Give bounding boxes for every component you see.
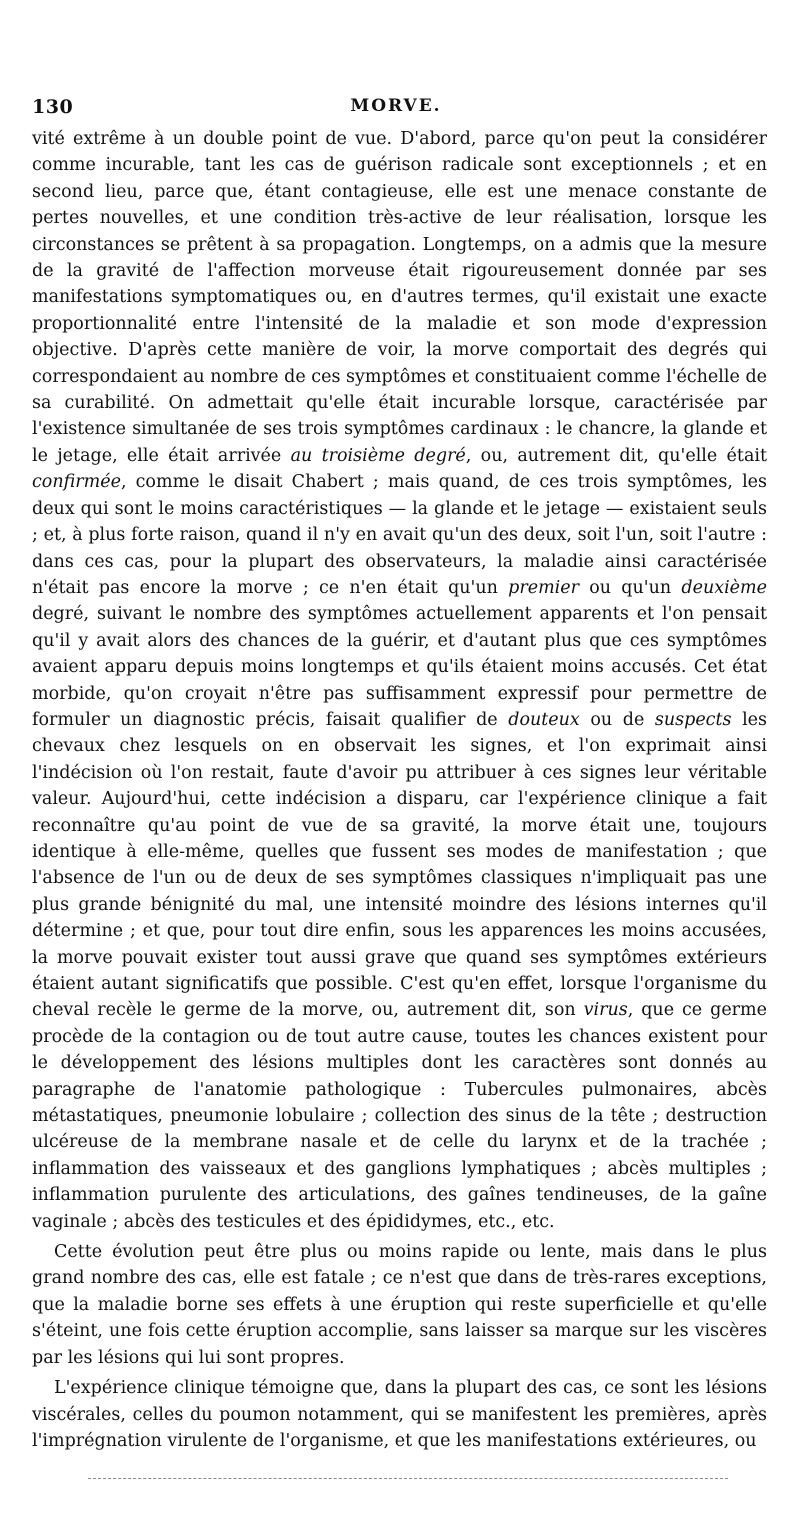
italic-text: virus — [583, 1000, 628, 1021]
text-run: ou qu'un — [579, 577, 682, 598]
page-header — [32, 96, 760, 126]
italic-text: confirmée — [32, 472, 121, 493]
paragraph-3 — [32, 1375, 767, 1454]
text-run: ou de — [579, 709, 655, 730]
running-title: MORVE. — [350, 96, 442, 116]
body-text — [32, 126, 767, 1454]
italic-text: douteux — [508, 709, 580, 730]
italic-text: deuxième — [681, 577, 767, 598]
paragraph-1 — [32, 126, 767, 1235]
italic-text: au troisième degré — [290, 445, 466, 466]
text-run: les chevaux chez lesquels on en observait les signes, et l'on exprimait ainsi l'indécision où l'on restait, faute d'avoir pu attribuer à ces signes leur véritable valeur. Aujourd'hui, cette indécision a disparu, car l'expérience clinique a fait reconnaître qu'au point de vue de sa gravité, la morve était une, toujours identique à elle-même, quelles que fussent ses modes de manifestation ; que l'absence de l'un ou de deux de ses symptômes classiques n'impliquait pas une plus grande bénignité du mal, une intensité moindre des lésions internes qu'il détermine ; et que, pour tout dire enfin, sous les apparences les moins accusées, la morve pouvait exister tout aussi grave que quand ses symptômes extérieurs étaient autant significatifs que possible. C'est qu'en effet, lorsque l'organisme du cheval recèle le germe de la morve, ou, autrement dit, son — [32, 709, 768, 1021]
italic-text: suspects — [654, 709, 732, 730]
text-run: Cette évolution peut être plus ou moins rapide ou lente, mais dans le plus grand nombre des cas, elle est fatale ; ce n'est que dans de très-rares exceptions, que la maladie borne ses effets à une éruption qui reste superficielle et qu'elle s'éteint, une fois cette éruption accomplie, sans laisser sa marque sur les viscères par les lésions qui lui sont propres. — [32, 1242, 767, 1368]
text-run: L'expérience clinique témoigne que, dans la plupart des cas, ce sont les lésions viscérales, celles du poumon notamment, qui se manifestent les premières, après l'imprégnation virulente de l'organisme, et que les manifestations extérieures, ou — [32, 1378, 767, 1451]
italic-text: premier — [508, 577, 579, 598]
text-run: , que ce germe procède de la contagion ou de tout autre cause, toutes les chances existent pour le développement des lésions multiples dont les caractères sont donnés au paragraphe de l'anatomie pathologique : Tubercules pulmonaires, abcès métastatiques, pneumonie lobulaire ; collection des sinus de la tête ; destruction ulcéreuse de la membrane nasale et de celle du larynx et de la trachée ; inflammation des vaisseaux et des ganglions lymphatiques ; abcès multiples ; inflammation purulente des articulations, des gaînes tendineuses, de la gaîne vaginale ; abcès des testicules et des épididymes, etc., etc. — [32, 1000, 767, 1232]
text-run: , ou, autrement dit, qu'elle était — [465, 445, 768, 466]
footer-rule — [88, 1478, 728, 1479]
paragraph-2 — [32, 1239, 767, 1371]
text-run: degré, suivant le nombre des symptômes actuellement apparents et l'on pensait qu'il y avait alors des chances de la guérir, et d'autant plus que ces symptômes avaient apparu depuis moins longtemps et qu'ils étaient moins accusés. Cet état morbide, qu'on croyait n'être pas suffisamment expressif pour permettre de formuler un diagnostic précis, faisait qualifier de — [32, 604, 767, 730]
text-run: , comme le disait Chabert ; mais quand, de ces trois symptômes, les deux qui sont le moins caractéristiques — la glande et le jetage — existaient seuls ; et, à plus forte raison, quand il n'y en avait qu'un des deux, soit l'un, soit l'autre : dans ces cas, pour la plupart des observateurs, la maladie ainsi caractérisée n'était pas encore la morve ; ce n'en était qu'un — [32, 472, 767, 598]
page-number: 130 — [32, 96, 74, 118]
text-run: vité extrême à un double point de vue. D'abord, parce qu'on peut la considérer comme incurable, tant les cas de guérison radicale sont exceptionnels ; et en second lieu, parce que, étant contagieuse, elle est une menace constante de pertes nouvelles, et une condition très-active de leur réalisation, lorsque les circonstances se prêtent à sa propagation. Longtemps, on a admis que la mesure de la gravité de l'affection morveuse était rigoureusement donnée par ses manifestations symptomatiques ou, en d'autres termes, qu'il existait une exacte proportionnalité entre l'intensité de la maladie et son mode d'expression objective. D'après cette manière de voir, la morve comportait des degrés qui correspondaient au nombre de ces symptômes et constituaient comme l'échelle de sa curabilité. On admettait qu'elle était incurable lorsque, caractérisée par l'existence simultanée de ses trois symptômes cardinaux : le chancre, la glande et le jetage, elle était arrivée — [32, 129, 767, 466]
